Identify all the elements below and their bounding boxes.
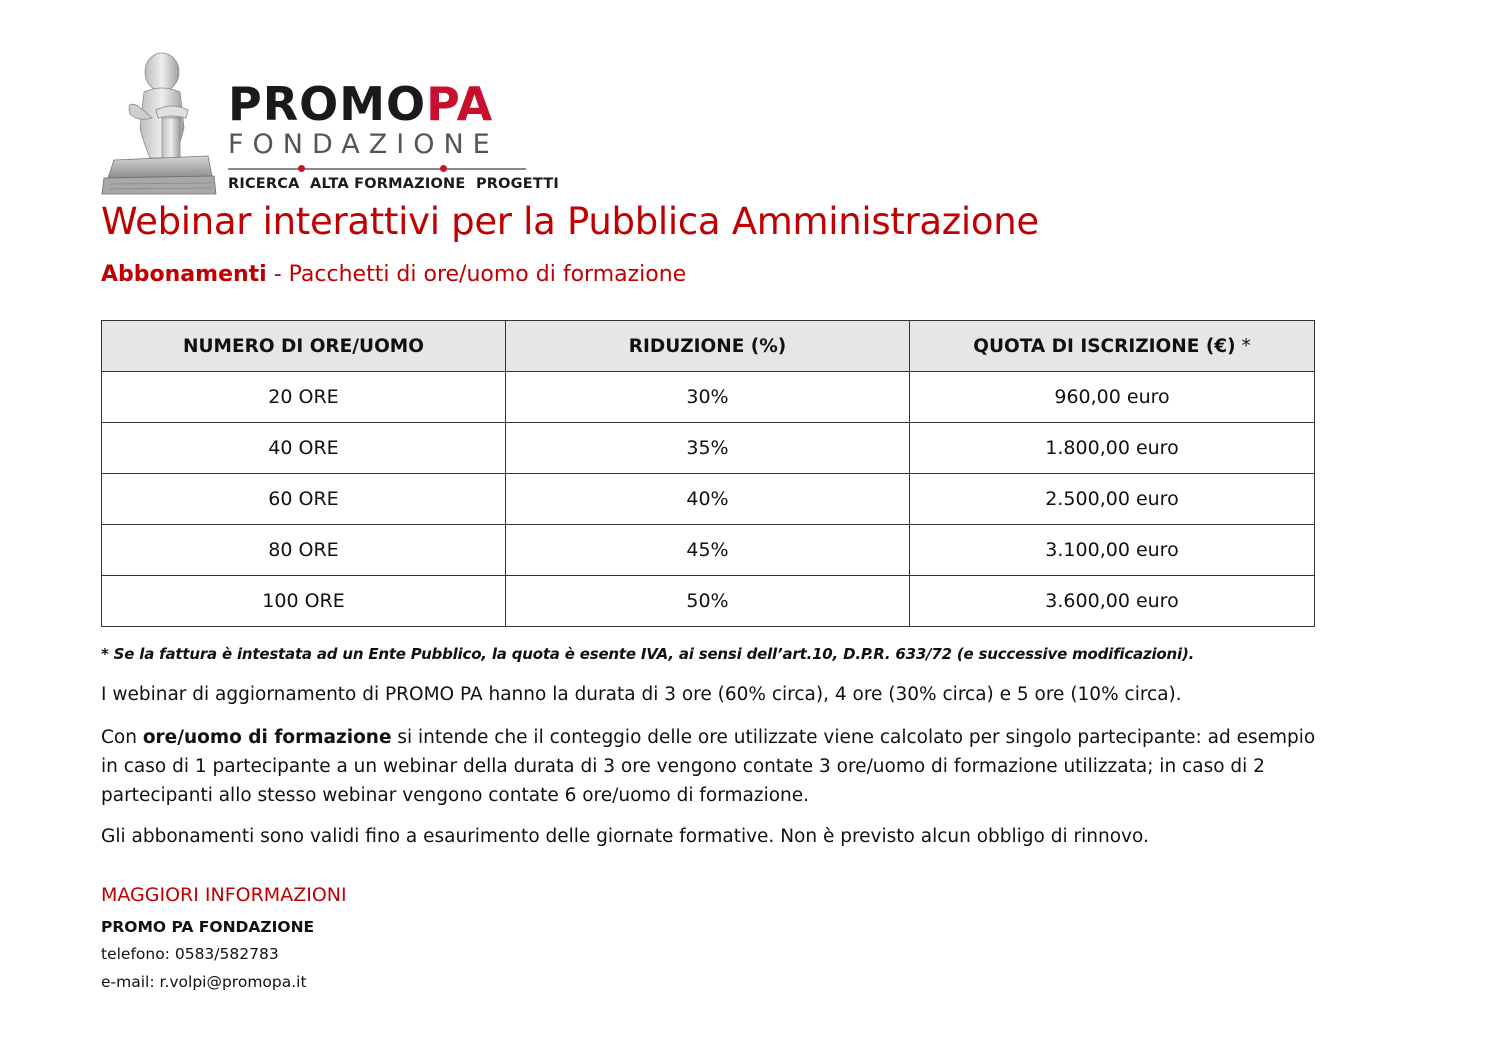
subtitle-rest: - Pacchetti di ore/uomo di formazione bbox=[266, 262, 687, 287]
info-heading: MAGGIORI INFORMAZIONI bbox=[101, 884, 347, 906]
table-row bbox=[102, 423, 1315, 474]
promopa-logo bbox=[100, 48, 559, 198]
cell-fee: 3.100,00 euro bbox=[910, 525, 1315, 576]
column-header-hours: NUMERO DI ORE/UOMO bbox=[102, 321, 506, 372]
cell-discount: 40% bbox=[506, 474, 910, 525]
vat-footnote: * Se la fattura è intestata ad un Ente Pubblico, la quota è esente IVA, ai sensi dell’art.10, D.P.R. 633/72 (e successive modificazioni). bbox=[101, 645, 1195, 663]
logo-brand-promo: PROMO bbox=[228, 77, 427, 131]
page-title: Webinar interattivi per la Pubblica Amministrazione bbox=[101, 200, 1039, 243]
statue-figure-icon bbox=[100, 48, 218, 196]
cell-discount: 45% bbox=[506, 525, 910, 576]
cell-hours: 60 ORE bbox=[102, 474, 506, 525]
table-header-row bbox=[102, 321, 1315, 372]
logo-subtitle: FONDAZIONE bbox=[228, 129, 499, 160]
table-row bbox=[102, 525, 1315, 576]
cell-fee: 960,00 euro bbox=[910, 372, 1315, 423]
logo-divider bbox=[228, 168, 526, 170]
cell-fee: 3.600,00 euro bbox=[910, 576, 1315, 627]
cell-hours: 100 ORE bbox=[102, 576, 506, 627]
logo-tagline: RICERCA ALTA FORMAZIONE PROGETTI bbox=[228, 176, 559, 192]
webinar-duration-paragraph: I webinar di aggiornamento di PROMO PA hanno la durata di 3 ore (60% circa), 4 ore (30% circa) e 5 ore (10% circa). bbox=[101, 684, 1182, 705]
column-header-discount: RIDUZIONE (%) bbox=[506, 321, 910, 372]
cell-hours: 20 ORE bbox=[102, 372, 506, 423]
p2-strong: ore/uomo di formazione bbox=[142, 727, 392, 748]
logo-dot-icon bbox=[440, 165, 447, 172]
logo-brand-name bbox=[228, 77, 538, 131]
cell-discount: 30% bbox=[506, 372, 910, 423]
p2-start: Con bbox=[101, 727, 143, 748]
p2-rest: si intende che il conteggio delle ore utilizzate viene calcolato per singolo partecipante: ad esempio in caso di 1 partecipante a un webinar della durata di 3 ore vengono contate 3 ore/uomo di formazione utilizzata; in caso di 2 partecipanti allo stesso webinar vengono contate 6 ore/uomo di formazione. bbox=[101, 727, 1316, 806]
cell-hours: 80 ORE bbox=[102, 525, 506, 576]
logo-dot-icon bbox=[298, 165, 305, 172]
cell-hours: 40 ORE bbox=[102, 423, 506, 474]
table-row bbox=[102, 576, 1315, 627]
subtitle-strong: Abbonamenti bbox=[101, 262, 267, 287]
contact-email: e-mail: r.volpi@promopa.it bbox=[101, 973, 307, 991]
validity-paragraph: Gli abbonamenti sono validi fino a esaurimento delle giornate formative. Non è previsto alcun obbligo di rinnovo. bbox=[101, 826, 1149, 847]
cell-discount: 50% bbox=[506, 576, 910, 627]
logo-brand-pa: PA bbox=[426, 77, 494, 131]
cell-fee: 1.800,00 euro bbox=[910, 423, 1315, 474]
table-row bbox=[102, 474, 1315, 525]
table-row bbox=[102, 372, 1315, 423]
column-header-fee bbox=[910, 321, 1315, 372]
cell-fee: 2.500,00 euro bbox=[910, 474, 1315, 525]
column-header-fee-label: QUOTA DI ISCRIZIONE (€) bbox=[973, 335, 1236, 357]
contact-phone: telefono: 0583/582783 bbox=[101, 945, 279, 963]
page-subtitle bbox=[101, 262, 686, 287]
ore-uomo-paragraph bbox=[101, 723, 1321, 810]
column-header-fee-asterisk: * bbox=[1235, 335, 1251, 357]
cell-discount: 35% bbox=[506, 423, 910, 474]
contact-organization: PROMO PA FONDAZIONE bbox=[101, 918, 315, 936]
pricing-table bbox=[101, 320, 1315, 627]
logo-wordmark bbox=[228, 77, 559, 192]
